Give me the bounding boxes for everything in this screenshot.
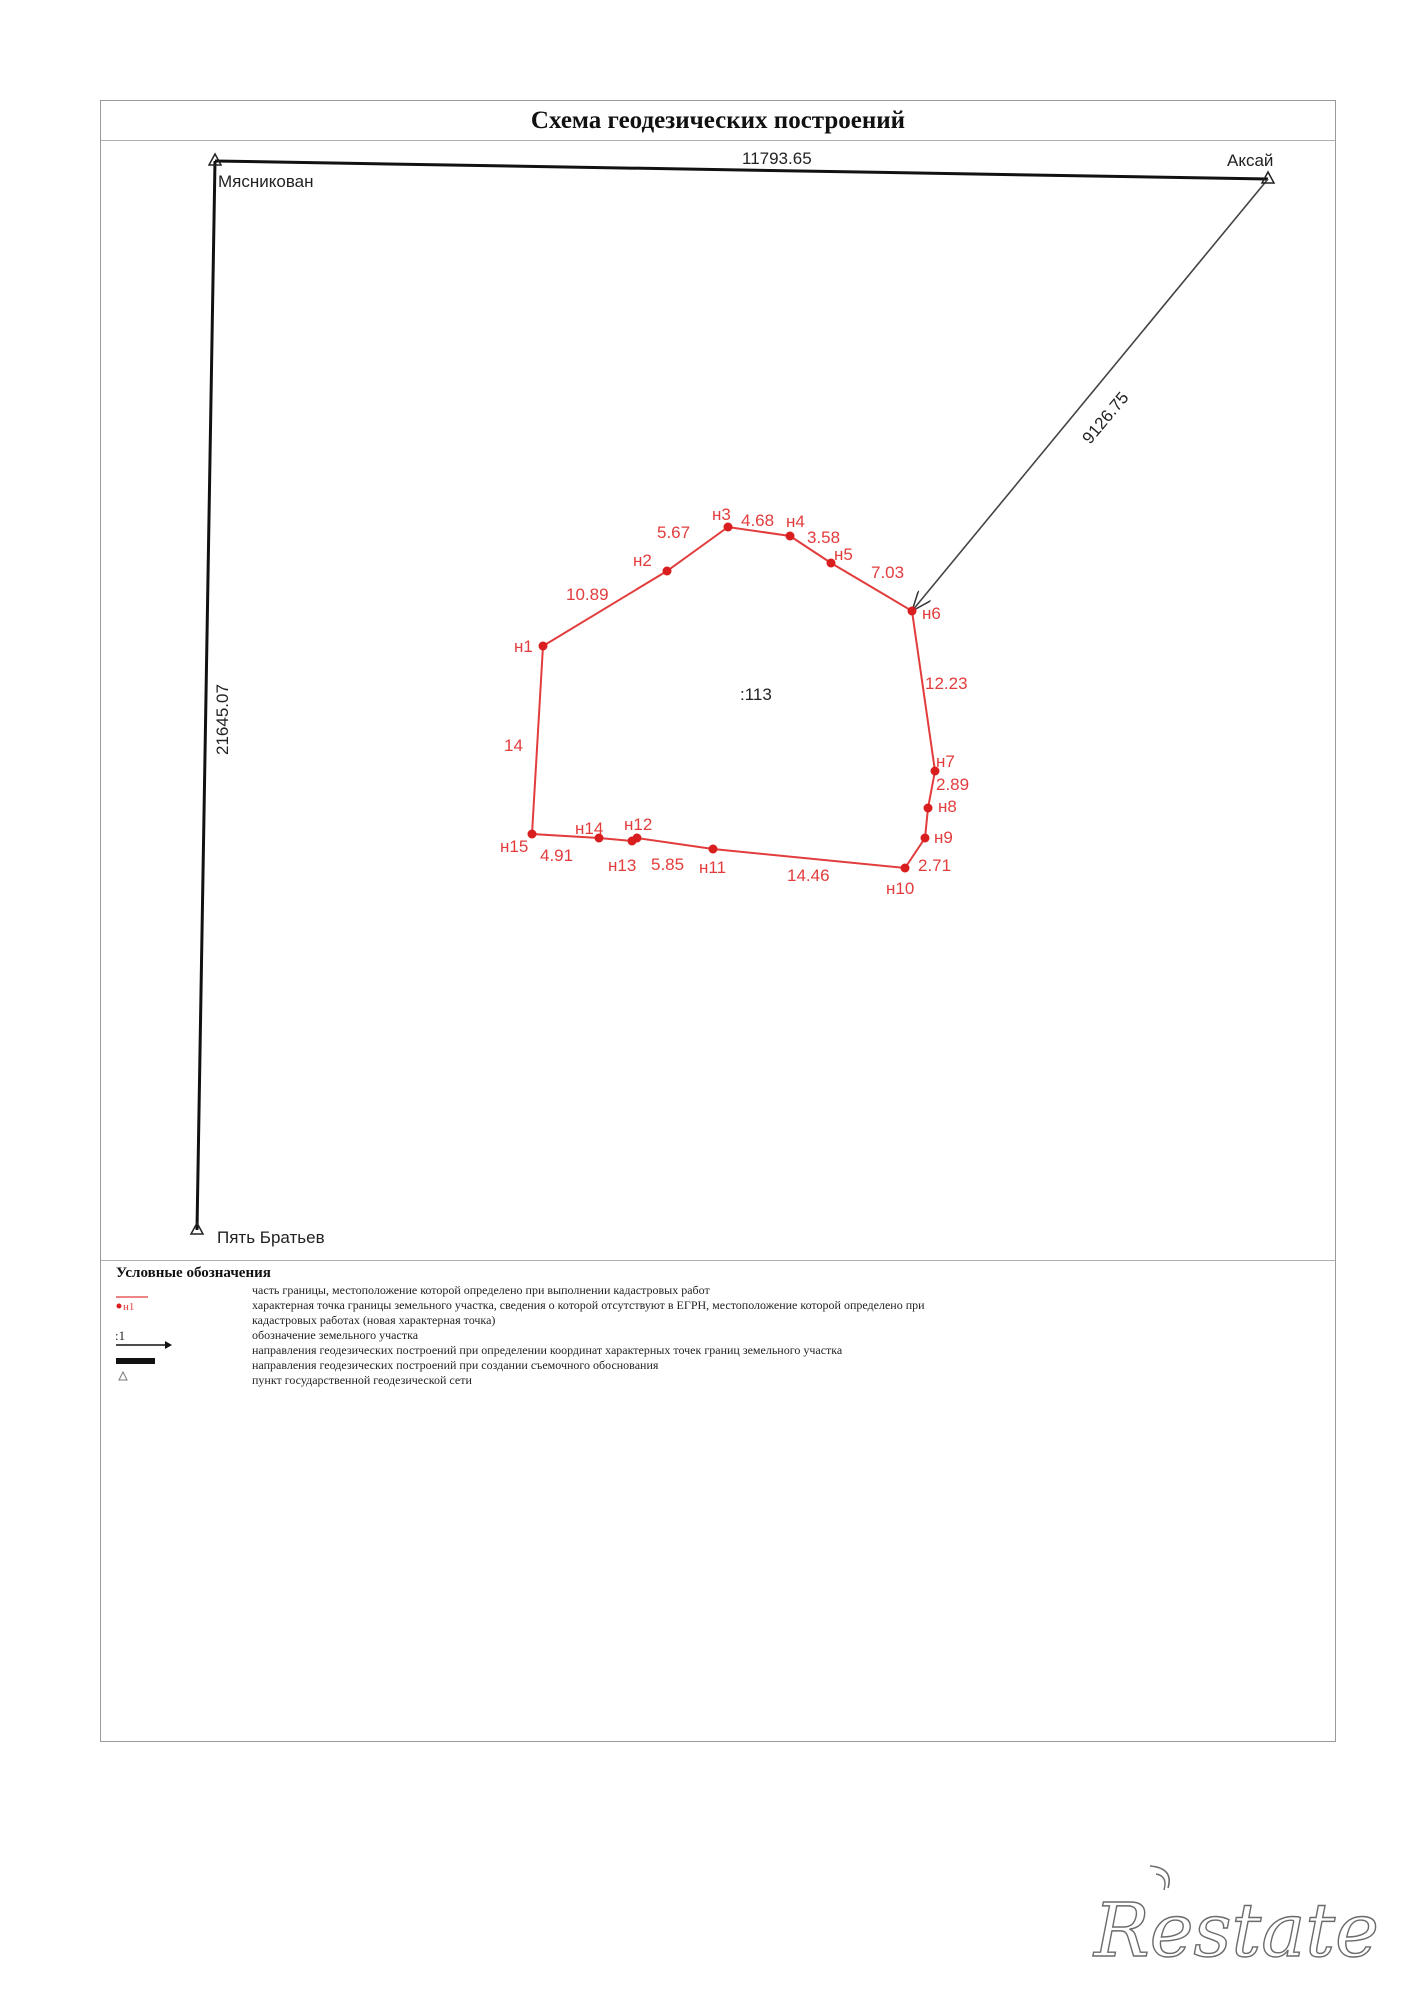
point-label-n13: н13: [608, 856, 637, 875]
point-n8: [924, 804, 933, 813]
legend-point-symbol-label: н1: [123, 1301, 135, 1313]
point-label-n4: н4: [786, 512, 805, 531]
point-n4: [786, 532, 795, 541]
point-label-n1: н1: [514, 637, 533, 656]
segment-n14-n15: 4.91: [540, 846, 574, 865]
point-label-n14: н14: [575, 819, 604, 838]
point-n15: [528, 830, 537, 839]
segment-n4-n5: 3.58: [807, 528, 841, 547]
station-myasnikovan-label: Мясникован: [218, 172, 314, 191]
point-label-n12: н12: [624, 815, 653, 834]
segment-n5-n6: 7.03: [871, 563, 905, 582]
segment-n2-n3: 5.67: [657, 523, 691, 542]
restate-watermark-logo: [1088, 1860, 1388, 1970]
segment-n9-n10: 2.71: [918, 856, 952, 875]
point-label-n15: н15: [500, 837, 529, 856]
legend-item-station: пункт государственной геодезической сети: [252, 1373, 472, 1387]
point-n6: [908, 607, 917, 616]
segment-n1-n2: 10.89: [566, 585, 609, 604]
legend-arrow-symbol: [115, 1337, 175, 1353]
legend-item-point-cont: кадастровых работах (новая характерная точка): [252, 1313, 496, 1327]
distance-aksay-n6: 9126.75: [1078, 388, 1133, 448]
point-n2: [663, 567, 672, 576]
point-label-n9: н9: [934, 828, 953, 847]
legend-item-point: характерная точка границы земельного участка, сведения о которой отсутствуют в ЕГРН, местоположение которой определено при: [252, 1298, 925, 1312]
distance-myasnikovan-pyat: 21645.07: [213, 684, 232, 755]
segment-n3-n4: 4.68: [741, 511, 775, 530]
legend-item-boundary: часть границы, местоположение которой определено при выполнении кадастровых работ: [252, 1283, 710, 1297]
point-n13: [628, 837, 637, 846]
legend-item-arrow: направления геодезических построений при определении координат характерных точек границ земельного участка: [252, 1343, 843, 1357]
segment-n10-n11: 14.46: [787, 866, 830, 885]
point-label-n2: н2: [633, 551, 652, 570]
point-n10: [901, 864, 910, 873]
segment-n7-n8: 2.89: [936, 775, 970, 794]
point-label-n11: н11: [699, 858, 727, 877]
distance-myasnikovan-aksay: 11793.65: [742, 149, 812, 168]
restate-watermark-text: Restate: [1094, 1888, 1379, 1970]
legend-title: Условные обозначения: [116, 1265, 271, 1281]
segment-n6-n7: 12.23: [925, 674, 968, 693]
point-label-n7: н7: [936, 752, 955, 771]
legend-thick-line-symbol: [115, 1353, 155, 1369]
point-label-n8: н8: [938, 797, 957, 816]
legend-item-thick-line: направления геодезических построений при создании съемочного обоснования: [252, 1358, 659, 1372]
point-label-n6: н6: [922, 604, 941, 623]
point-label-n10: н10: [886, 879, 915, 898]
line-aksay-n6: [912, 179, 1268, 611]
station-aksay-label: Аксай: [1227, 151, 1274, 170]
legend-parcel-symbol: :1: [115, 1328, 126, 1343]
legend-separator: [101, 1260, 1335, 1261]
legend-point-symbol: [115, 1297, 155, 1313]
legend-station-symbol: [115, 1369, 155, 1385]
point-label-n3: н3: [712, 505, 731, 524]
point-n1: [539, 642, 548, 651]
point-label-n5: н5: [834, 545, 853, 564]
point-n11: [709, 845, 718, 854]
parcel-label: :113: [740, 685, 772, 704]
station-pyat-label: Пять Братьев: [217, 1228, 325, 1247]
legend-item-parcel: обозначение земельного участка: [252, 1328, 419, 1342]
point-n9: [921, 834, 930, 843]
page-title: Схема геодезических построений: [101, 101, 1335, 141]
segment-n15-n1: 14: [504, 736, 523, 755]
segment-n11-n13: 5.85: [651, 855, 685, 874]
